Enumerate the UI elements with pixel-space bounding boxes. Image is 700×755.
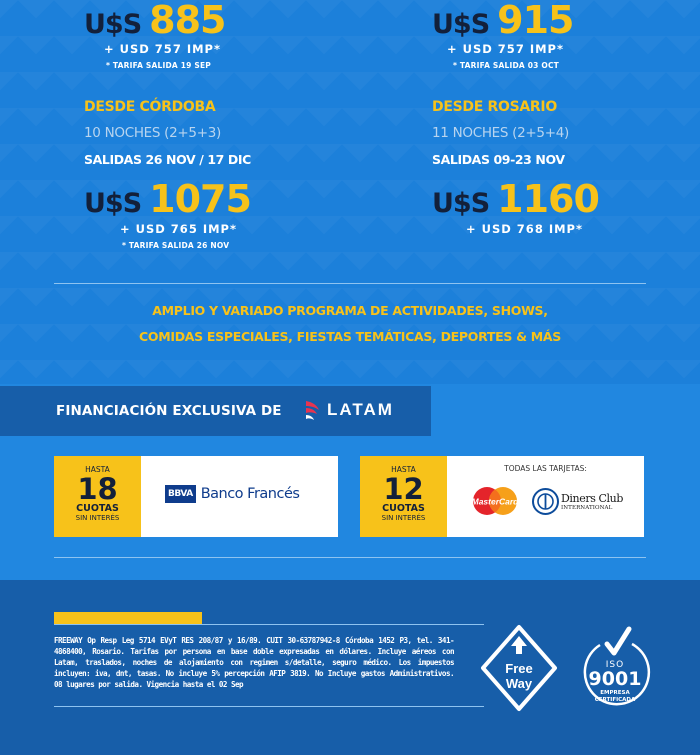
legal-text: FREEWAY Op Resp Leg 5714 EVyT RES 208/87 y 16/89. CUIT 30-63787942-8 Córdoba 1452 P3, tel. 341-4868400, Rosario. Tarifas por persona en base doble expresadas en dólares. Incluye aéreos con Latam, traslados, noches de alojamiento con regimen s/detalle, seguro médico. Los impuestos incluyen: iva, dnt, tasas. No incluye 5% percepción AFIP 3819. No Incluye gastos Administrativos. 08 lugares por salida. Vigencia hasta el 02 Sep [54, 636, 454, 689]
cuotas-label: CUOTAS [76, 503, 119, 514]
currency: U$S [84, 188, 142, 219]
bank-name: Banco Francés [200, 486, 300, 502]
diners-wordmark [561, 492, 623, 511]
iso-sub-2: CERTIFICADA [594, 697, 636, 703]
iso-number: 9001 [588, 668, 642, 690]
price-amount: 1075 [149, 177, 251, 221]
diners-international: INTERNATIONAL [561, 505, 613, 511]
hasta-label: HASTA [85, 465, 110, 474]
price-amount: 915 [497, 0, 574, 42]
legal-divider-bottom [54, 706, 484, 707]
latam-icon [303, 398, 321, 422]
currency: U$S [432, 9, 490, 40]
currency: U$S [84, 9, 142, 40]
latam-wordmark: LATAM [327, 400, 394, 419]
nights-text: 11 NOCHES (2+5+4) [432, 125, 569, 141]
freeway-logo [478, 622, 560, 714]
taxes-text: + USD 757 IMP* [447, 42, 564, 56]
legal-accent-bar [54, 612, 202, 624]
price-line [432, 0, 574, 42]
financing-label: FINANCIACIÓN EXCLUSIVA DE [56, 403, 282, 419]
iso-label: ISO [605, 660, 625, 670]
freeway-text-2: Way [505, 676, 533, 691]
iso-9001-seal [578, 624, 652, 708]
taxes-text: + USD 768 IMP* [466, 222, 583, 236]
offer-cordoba-price [84, 177, 251, 221]
latam-logo [303, 398, 394, 422]
installments-badge [360, 456, 447, 537]
currency: U$S [432, 188, 490, 219]
price-amount: 1160 [497, 177, 599, 221]
diners-icon [532, 488, 559, 515]
departures-text: SALIDAS 09-23 NOV [432, 152, 565, 167]
financing-card-bbva [54, 456, 338, 537]
tarifa-note: * TARIFA SALIDA 19 SEP [106, 61, 212, 70]
cuotas-label: CUOTAS [382, 503, 425, 514]
price-amount: 885 [149, 0, 226, 42]
offer-top-left [84, 0, 226, 42]
installments-number: 18 [77, 472, 118, 506]
origin-cordoba: DESDE CÓRDOBA [84, 99, 216, 115]
taxes-text: + USD 757 IMP* [104, 42, 221, 56]
departures-text: SALIDAS 26 NOV / 17 DIC [84, 152, 251, 167]
installments-badge [54, 456, 141, 537]
nights-text: 10 NOCHES (2+5+3) [84, 125, 221, 141]
origin-rosario: DESDE ROSARIO [432, 99, 557, 115]
sin-interes-label: SIN INTERÉS [381, 514, 426, 522]
taxes-text: + USD 765 IMP* [120, 222, 237, 236]
mastercard-icon [472, 486, 518, 516]
tarifa-note: * TARIFA SALIDA 26 NOV [122, 241, 230, 250]
price-line [84, 177, 251, 221]
legal-divider-top [54, 624, 484, 625]
sin-interes-label: SIN INTERÉS [75, 514, 120, 522]
mastercard-text: MasterCard [472, 496, 518, 507]
divider [54, 283, 646, 284]
price-line [84, 0, 226, 42]
tarifa-note: * TARIFA SALIDA 03 OCT [453, 61, 559, 70]
price-line [432, 177, 599, 221]
iso-sub-1: EMPRESA [600, 690, 630, 696]
installments-number: 12 [383, 472, 424, 506]
diners-name: Diners Club [561, 492, 623, 505]
financing-card-all [360, 456, 644, 537]
program-line-1: AMPLIO Y VARIADO PROGRAMA DE ACTIVIDADES, SHOWS, [152, 303, 548, 318]
bbva-badge: BBVA [165, 485, 196, 503]
divider [54, 557, 646, 558]
offer-top-right [432, 0, 574, 42]
all-cards-label: TODAS LAS TARJETAS: [504, 464, 587, 473]
offer-rosario-price [432, 177, 599, 221]
hasta-label: HASTA [391, 465, 416, 474]
bbva-logo [165, 485, 299, 503]
program-line-2: COMIDAS ESPECIALES, FIESTAS TEMÁTICAS, DEPORTES & MÁS [139, 329, 561, 344]
freeway-text-1: Free [505, 661, 533, 676]
